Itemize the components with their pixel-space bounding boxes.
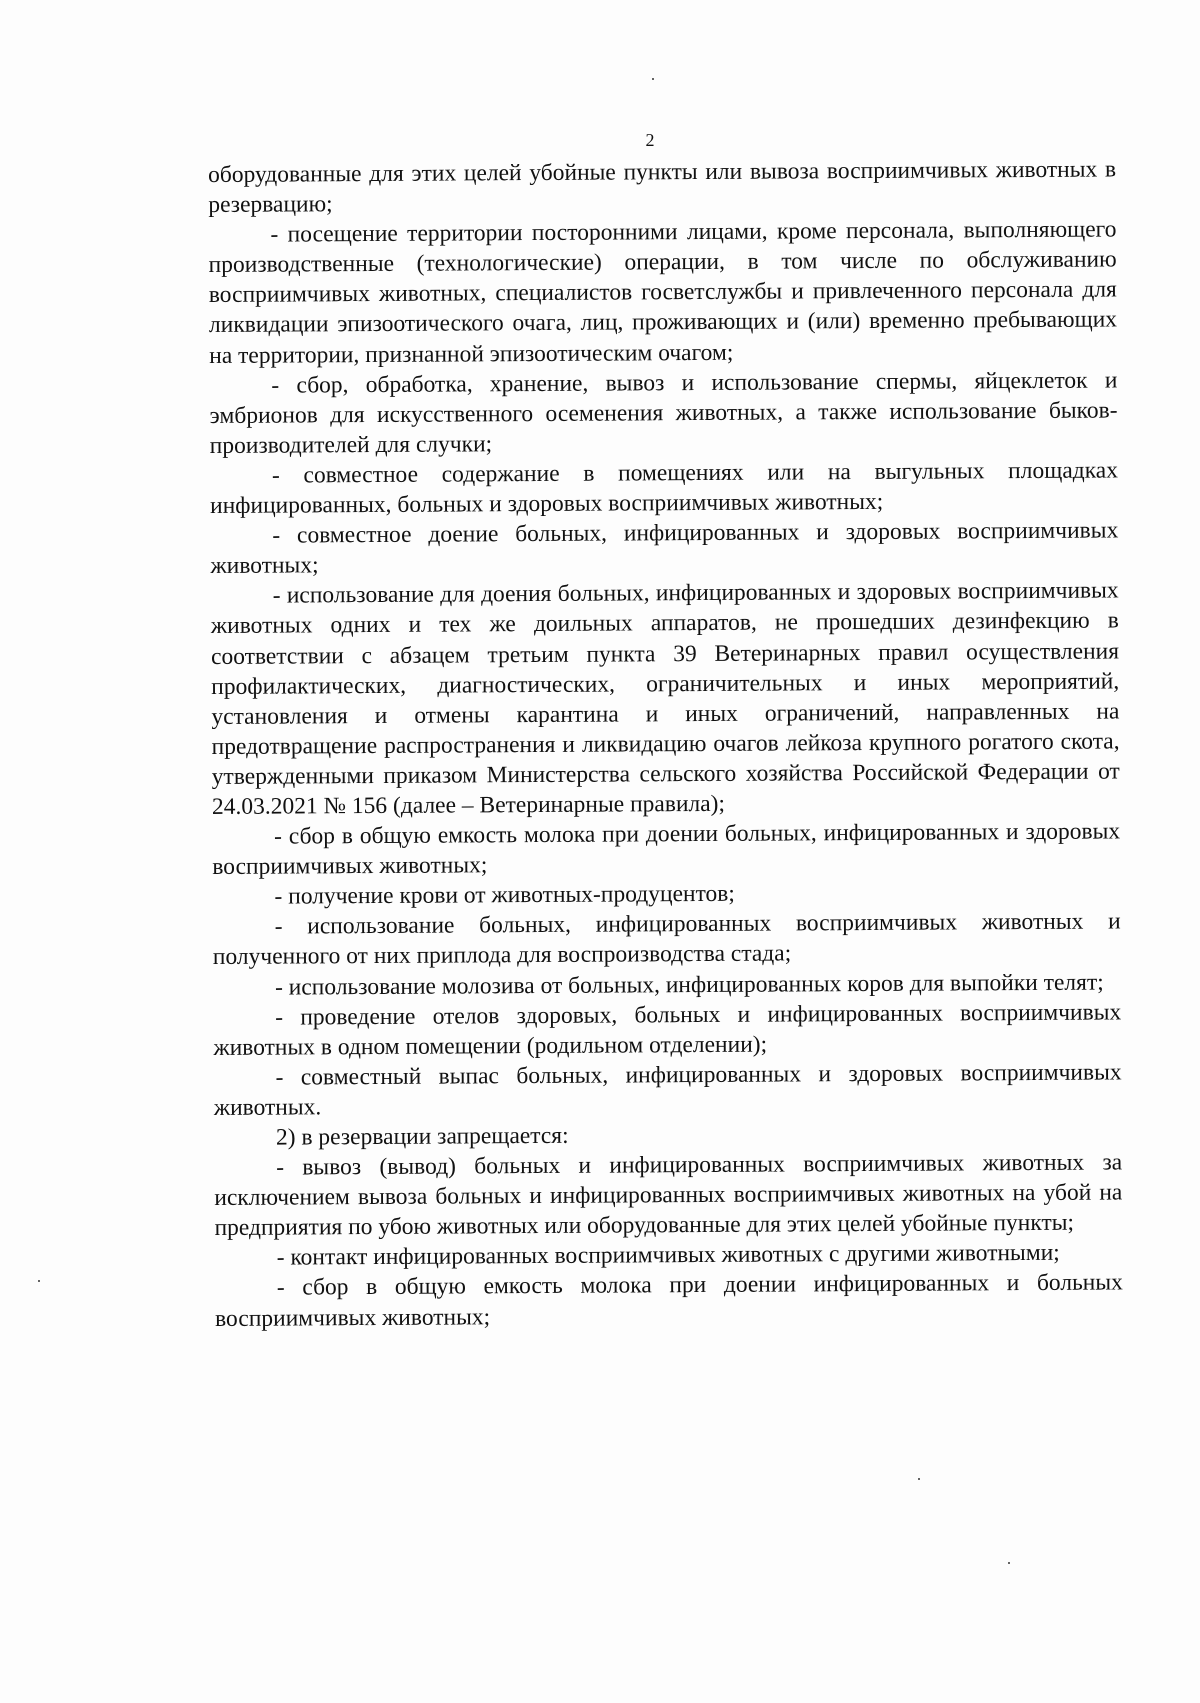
paragraph-contact-ban: - контакт инфицированных восприимчивых животных с другими животными;	[276, 1240, 1060, 1271]
paragraph-removal-ban: - вывоз (вывод) больных и инфицированных восприимчивых животных за исключением вывоза больных и инфицированных восприимчивых животных на убой на предприятия по убою животных или оборудованные для этих целей убойные пункты;	[214, 1149, 1123, 1242]
document-body	[208, 154, 1123, 1333]
paragraph-continuation: оборудованные для этих целей убойные пункты или вывоза восприимчивых животных в резервацию;	[208, 156, 1117, 219]
paragraph-milking-equipment-ban: - использование для доения больных, инфицированных и здоровых восприимчивых животных одних и тех же доильных аппаратов, не прошедших дезинфекцию в соответствии с абзацем третьим пункта 39 Ветеринарных правил осуществления профилактических, диагностических, ограничительных и иных мероприятий, установления и отмены карантина и иных ограничений, направленных на предотвращение распространения и ликвидацию очагов лейкоза крупного рогатого скота, утвержденными приказом Министерства сельского хозяйства Российской Федерации от 24.03.2021 № 156 (далее – Ветеринарные правила);	[210, 577, 1120, 820]
page-number: 2	[645, 130, 655, 150]
paragraph-breeding-ban: - использование больных, инфицированных восприимчивых животных и полученного от них приплода для воспроизводства стада;	[212, 908, 1121, 971]
paragraph-milk-collection-reservation-ban: - сбор в общую емкость молока при доении инфицированных и больных восприимчивых животных;	[214, 1269, 1123, 1332]
scan-speck	[652, 78, 654, 80]
paragraph-calving-ban: - проведение отелов здоровых, больных и инфицированных восприимчивых животных в одном помещении (родильном отделении);	[213, 999, 1122, 1061]
paragraph-joint-milking-ban: - совместное доение больных, инфицированных и здоровых восприимчивых животных;	[210, 517, 1119, 580]
scan-speck	[1008, 1562, 1010, 1564]
scan-speck	[38, 1280, 40, 1282]
paragraph-colostrum-ban: - использование молозива от больных, инфицированных коров для выпойки телят;	[274, 969, 1104, 1001]
paragraph-grazing-ban: - совместный выпас больных, инфицированных и здоровых восприимчивых животных.	[213, 1059, 1122, 1121]
paragraph-visitors-ban: - посещение территории посторонними лицами, кроме персонала, выполняющего производственные (технологические) операции, в том числе по обслуживанию восприимчивых животных, специалистов госветслужбы и привлеченного персонала для ликвидации эпизоотического очага, лиц, проживающих и (или) временно пребывающих на территории, признанной эпизоотическим очагом;	[208, 216, 1118, 369]
paragraph-sperm-collection-ban: - сбор, обработка, хранение, вывоз и использование спермы, яйцеклеток и эмбрионов для искусственного осеменения животных, а также использование быков-производителей для случки;	[209, 367, 1118, 459]
paragraph-reservation-heading: 2) в резервации запрещается:	[275, 1122, 569, 1151]
scan-speck	[918, 1478, 920, 1480]
paragraph-milk-collection-ban: - сбор в общую емкость молока при доении больных, инфицированных и здоровых восприимчивых животных;	[212, 818, 1121, 881]
paragraph-blood-collection-ban: - получение крови от животных-продуцентов;	[274, 881, 735, 910]
paragraph-joint-keeping-ban: - совместное содержание в помещениях или на выгульных площадках инфицированных, больных и здоровых восприимчивых животных;	[210, 457, 1118, 520]
